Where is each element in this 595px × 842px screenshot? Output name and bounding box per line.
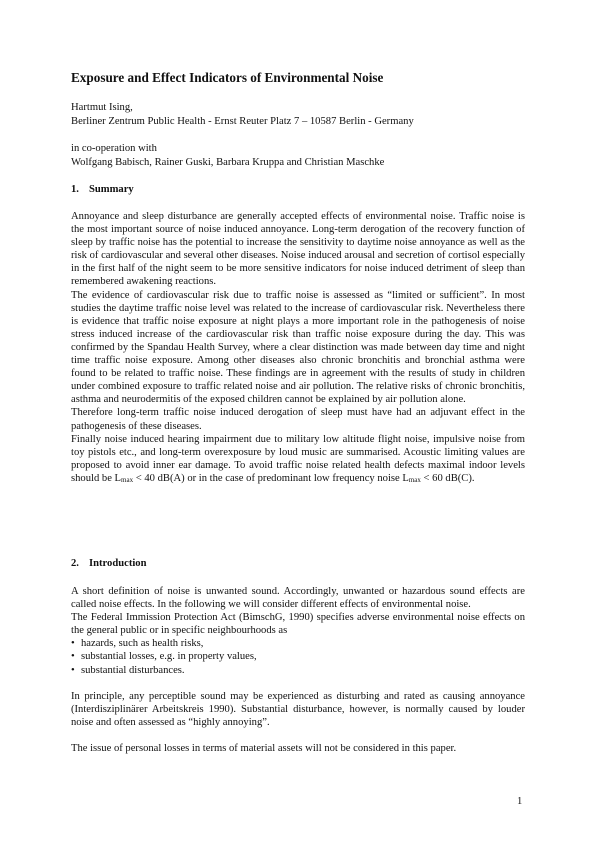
- cooperation-label: in co-operation with: [71, 143, 157, 154]
- author-affiliation: Berliner Zentrum Public Health - Ernst Reuter Platz 7 – 10587 Berlin - Germany: [71, 116, 414, 127]
- section-number: 2.: [71, 558, 79, 569]
- summary-paragraph-4: [71, 433, 525, 485]
- paper-title: Exposure and Effect Indicators of Environmental Noise: [71, 70, 384, 85]
- intro-paragraph-1: A short definition of noise is unwanted sound. Accordingly, unwanted or hazardous sound effects are called noise effects. In the following we will consider different effects of environmental noise.: [71, 586, 525, 611]
- bullet-item: • substantial disturbances.: [71, 664, 525, 677]
- intro-paragraph-2: The Federal Immission Protection Act (BimschG, 1990) specifies adverse environmental noise effects on the general public or in specific neighbourhoods as: [71, 612, 525, 637]
- section-number: 1.: [71, 184, 79, 195]
- bullet-item: • substantial losses, e.g. in property values,: [71, 650, 525, 663]
- intro-paragraph-4: The issue of personal losses in terms of material assets will not be considered in this paper.: [71, 742, 457, 754]
- lmax-subscript: max: [408, 475, 421, 484]
- page-number: 1: [517, 796, 523, 807]
- summary-p4-text-b: < 40 dB(A) or in the case of predominant low frequency noise L: [133, 472, 409, 484]
- section-heading-summary: [71, 184, 134, 195]
- summary-p4-text-c: < 60 dB(C).: [420, 472, 475, 484]
- section-title: Summary: [89, 184, 134, 195]
- summary-p4-text-a: Finally noise induced hearing impairment due to military low altitude flight noise, impulsive noise from toy pistols etc., and long-term overexposure by loud music are summarised. Acoustic limiting values are proposed to avoid inner ear damage. To avoid traffic noise related health defects maximal indoor levels should be L: [71, 433, 525, 484]
- summary-body: [71, 210, 525, 485]
- author-name: Hartmut Ising,: [71, 102, 133, 113]
- summary-paragraph-1: Annoyance and sleep disturbance are generally accepted effects of environmental noise. Traffic noise is the most important source of noise induced annoyance. Long-term derogation of the recovery function of sleep by traffic noise has the potential to increase the sensitivity to daytime noise annoyance as well as the risk of cardiovascular and several other diseases. Noise induced arousal and secretion of cortisol especially in the first half of the night seem to be more sensitive indicators for noise induced detriment of sleep than remembered awakening reactions.: [71, 211, 525, 288]
- intro-bullet-list: [71, 637, 525, 676]
- lmax-subscript: max: [121, 475, 134, 484]
- summary-paragraph-2: The evidence of cardiovascular risk due to traffic noise is assessed as “limited or sufficient”. In most studies the daytime traffic noise level was related to the increase of cardiovascular risk. Nevertheless there is evidence that traffic noise exposure at night plays a more important role in the pathogenesis of noise stress induced increase of the cardiovascular risk than traffic noise exposure during the day. This was confirmed by the Spandau Health Survey, where a clear distinction was made between day time and night time traffic noise exposure. Among other diseases also chronic bronchitis and bronchial asthma were found to be related to traffic noise. These findings are in agreement with the results of study in children under combined exposure to traffic related noise and air pollution. The relative risks of chronic bronchitis, asthma and neurodermitis of the exposed children cannot be explained by air pollution alone.: [71, 289, 525, 406]
- section-heading-introduction: [71, 558, 147, 569]
- section-title: Introduction: [89, 558, 147, 569]
- intro-paragraph-3: In principle, any perceptible sound may be experienced as disturbing and rated as causing annoyance (Interdisziplinärer Arbeitskreis 1990). Substantial disturbance, however, is normally caused by louder noise and often assessed as “highly annoying”.: [71, 690, 525, 728]
- introduction-body: [71, 585, 525, 755]
- summary-paragraph-3: Therefore long-term traffic noise induced derogation of sleep must have had an adjuvant effect in the pathogenesis of these diseases.: [71, 407, 525, 432]
- coauthors: Wolfgang Babisch, Rainer Guski, Barbara Kruppa and Christian Maschke: [71, 157, 385, 168]
- bullet-item: • hazards, such as health risks,: [71, 637, 525, 650]
